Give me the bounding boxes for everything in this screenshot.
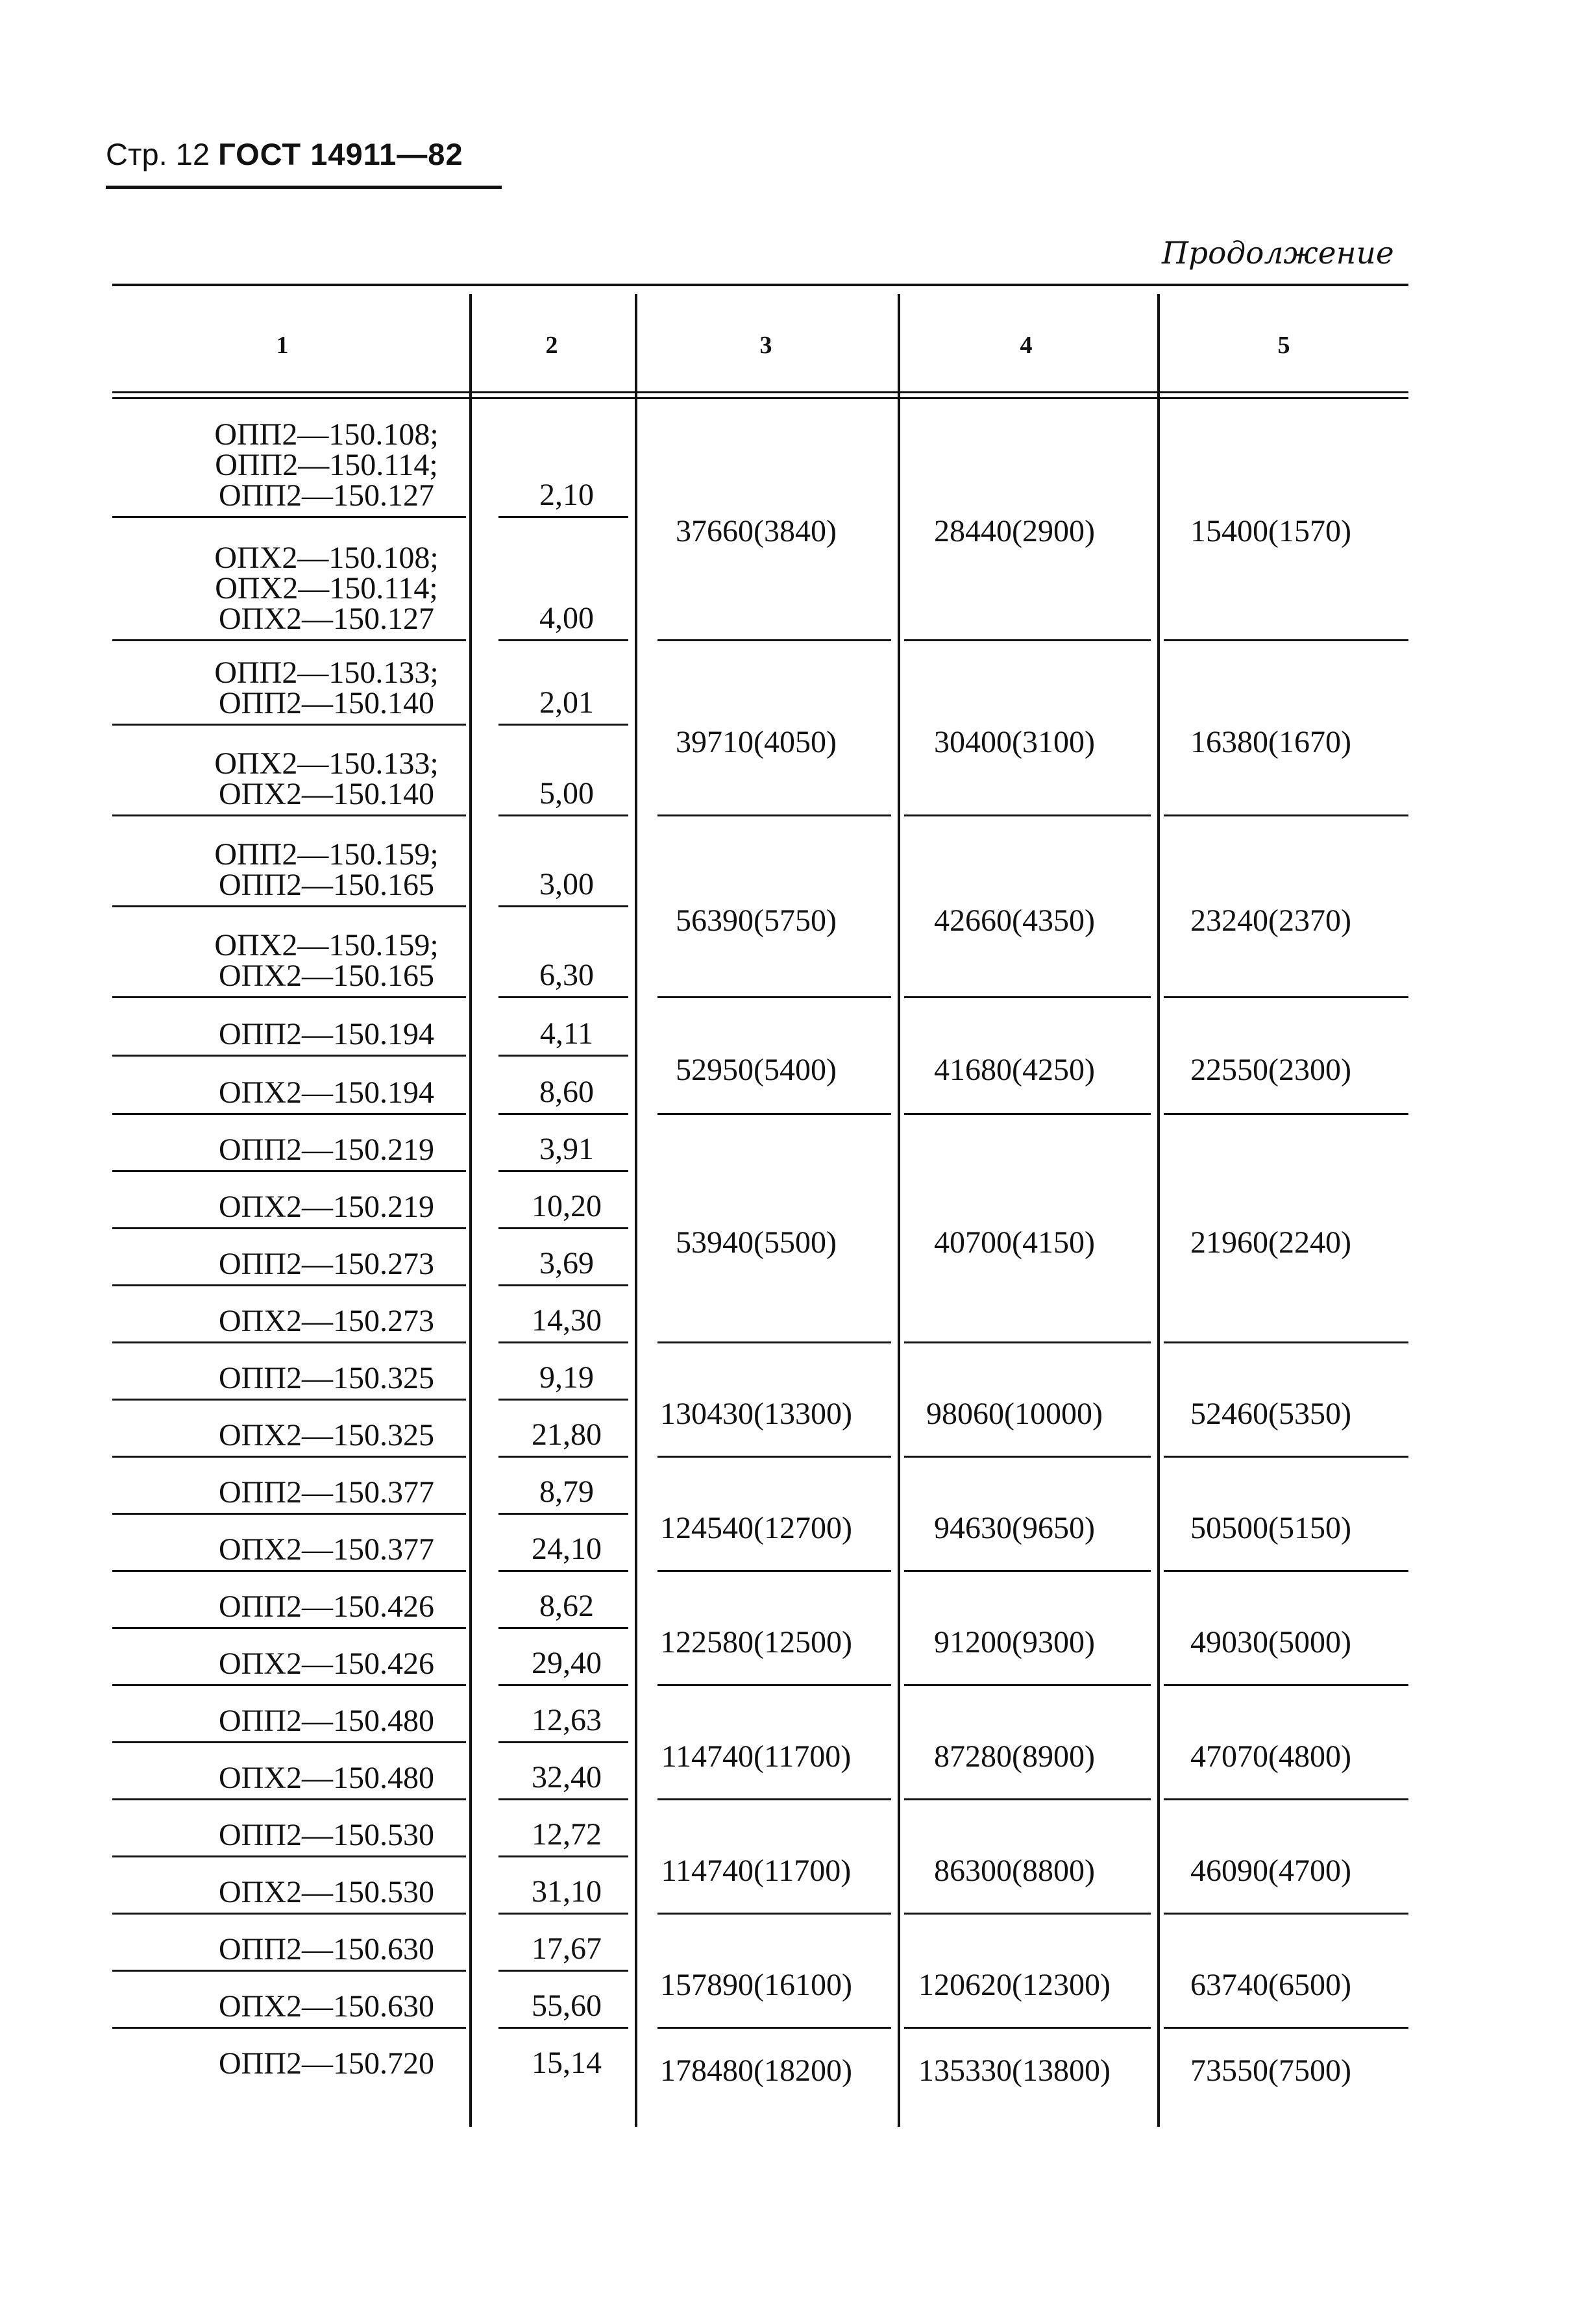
row-rule-col1 — [112, 1855, 466, 1857]
row-rule-col1 — [112, 1570, 466, 1572]
row-mass: 5,00 — [539, 776, 594, 811]
group-rule-col4 — [904, 1684, 1151, 1686]
group-rule-col4 — [904, 1456, 1151, 1458]
group-value-col4: 86300(8800) — [934, 1854, 1095, 1888]
row-rule-col2 — [498, 1055, 628, 1057]
row-mass: 12,63 — [532, 1703, 602, 1737]
row-rule-col1 — [112, 1970, 466, 1972]
row-designation — [145, 1134, 508, 1165]
row-designation — [145, 419, 508, 511]
designation-line: ОПП2—150.426 — [219, 1589, 434, 1624]
row-rule-col1 — [112, 1341, 466, 1343]
row-rule-col2 — [498, 1113, 628, 1115]
row-rule-col1 — [112, 2027, 466, 2029]
designation-line: ОПХ2—150.165 — [219, 959, 434, 993]
designation-line: ОПП2—150.165 — [219, 868, 434, 902]
row-rule-col1 — [112, 905, 466, 907]
row-designation — [145, 1077, 508, 1108]
designation-line: ОПП2—150.108; — [214, 417, 439, 452]
row-rule-col2 — [498, 1627, 628, 1629]
designation-line: ОПХ2—150.480 — [219, 1761, 434, 1795]
group-value-col5: 23240(2370) — [1190, 903, 1351, 938]
designation-line: ОПП2—150.133; — [214, 655, 439, 690]
designation-line: ОПП2—150.630 — [219, 1932, 434, 1966]
group-value-col4: 94630(9650) — [934, 1511, 1095, 1545]
group-value-col5: 46090(4700) — [1190, 1854, 1351, 1888]
group-rule-col3 — [657, 996, 891, 998]
group-rule-col5 — [1164, 1913, 1408, 1915]
designation-line: ОПП2—150.720 — [219, 2046, 434, 2081]
row-rule-col2 — [498, 1513, 628, 1515]
row-designation — [145, 1934, 508, 1965]
row-designation — [145, 1420, 508, 1451]
row-designation — [145, 748, 508, 809]
row-rule-col2 — [498, 1456, 628, 1458]
group-value-col5: 15400(1570) — [1190, 514, 1351, 548]
row-mass: 4,00 — [539, 601, 594, 635]
row-rule-col2 — [498, 1399, 628, 1401]
group-rule-col4 — [904, 1341, 1151, 1343]
row-designation — [145, 1363, 508, 1393]
row-mass: 3,00 — [539, 867, 594, 901]
row-rule-col2 — [498, 1741, 628, 1743]
row-rule-col1 — [112, 724, 466, 726]
row-rule-col1 — [112, 1741, 466, 1743]
column-divider-3 — [898, 294, 900, 2127]
row-rule-col1 — [112, 1913, 466, 1915]
column-header-5: 5 — [1277, 332, 1290, 359]
header-rule-double-2 — [112, 397, 1408, 399]
designation-line: ОПП2—150.194 — [219, 1017, 434, 1051]
designation-line: ОПХ2—150.127 — [219, 602, 434, 636]
group-value-col5: 21960(2240) — [1190, 1225, 1351, 1260]
row-rule-col1 — [112, 1284, 466, 1286]
row-rule-col2 — [498, 639, 628, 641]
group-rule-col5 — [1164, 1456, 1408, 1458]
row-rule-col1 — [112, 516, 466, 518]
group-value-col5: 47070(4800) — [1190, 1739, 1351, 1774]
row-rule-col2 — [498, 1170, 628, 1172]
row-rule-col1 — [112, 996, 466, 998]
row-rule-col1 — [112, 1456, 466, 1458]
row-rule-col1 — [112, 1627, 466, 1629]
row-rule-col2 — [498, 2027, 628, 2029]
group-value-col3: 39710(4050) — [676, 725, 837, 759]
row-rule-col2 — [498, 1341, 628, 1343]
row-designation — [145, 1763, 508, 1793]
designation-line: ОПХ2—150.140 — [219, 777, 434, 811]
group-rule-col5 — [1164, 1570, 1408, 1572]
column-divider-4 — [1157, 294, 1160, 2127]
header-rule — [106, 186, 502, 189]
designation-line: ОПХ2—150.530 — [219, 1875, 434, 1909]
group-value-col5: 63740(6500) — [1190, 1968, 1351, 2002]
group-value-col3: 130430(13300) — [660, 1397, 852, 1431]
group-rule-col4 — [904, 1913, 1151, 1915]
group-rule-col5 — [1164, 2027, 1408, 2029]
group-rule-col5 — [1164, 639, 1408, 641]
designation-line: ОПХ2—150.426 — [219, 1647, 434, 1681]
group-value-col4: 40700(4150) — [934, 1225, 1095, 1260]
specification-table — [112, 284, 1408, 2127]
designation-line: ОПП2—150.219 — [219, 1133, 434, 1167]
group-rule-col3 — [657, 1913, 891, 1915]
group-value-col3: 56390(5750) — [676, 903, 837, 938]
row-mass: 12,72 — [532, 1817, 602, 1852]
group-value-col3: 37660(3840) — [676, 514, 837, 548]
group-rule-col5 — [1164, 814, 1408, 816]
group-value-col5: 16380(1670) — [1190, 725, 1351, 759]
group-value-col3: 53940(5500) — [676, 1225, 837, 1260]
row-designation — [145, 1591, 508, 1622]
row-mass: 8,62 — [539, 1589, 594, 1623]
group-rule-col3 — [657, 1341, 891, 1343]
row-mass: 3,91 — [539, 1132, 594, 1166]
group-rule-col4 — [904, 1113, 1151, 1115]
row-rule-col1 — [112, 1513, 466, 1515]
group-rule-col3 — [657, 1798, 891, 1800]
continuation-label: Продолжение — [1162, 236, 1394, 271]
row-mass: 55,60 — [532, 1989, 602, 2023]
group-value-col4: 120620(12300) — [918, 1968, 1111, 2002]
designation-line: ОПХ2—150.219 — [219, 1190, 434, 1224]
group-rule-col3 — [657, 1570, 891, 1572]
row-rule-col2 — [498, 1970, 628, 1972]
designation-line: ОПХ2—150.108; — [214, 541, 439, 575]
group-value-col5: 22550(2300) — [1190, 1053, 1351, 1087]
row-rule-col2 — [498, 814, 628, 816]
standard-title: ГОСТ 14911—82 — [218, 137, 463, 171]
row-mass: 14,30 — [532, 1303, 602, 1338]
designation-line: ОПХ2—150.273 — [219, 1304, 434, 1338]
designation-line: ОПП2—150.377 — [219, 1475, 434, 1510]
designation-line: ОПП2—150.114; — [215, 448, 438, 482]
group-value-col3: 52950(5400) — [676, 1053, 837, 1087]
row-designation — [145, 1820, 508, 1850]
group-rule-col3 — [657, 1684, 891, 1686]
row-rule-col1 — [112, 639, 466, 641]
group-rule-col5 — [1164, 1798, 1408, 1800]
row-rule-col1 — [112, 1399, 466, 1401]
row-rule-col2 — [498, 1913, 628, 1915]
row-mass: 4,11 — [539, 1016, 594, 1051]
row-designation — [145, 1019, 508, 1049]
row-designation — [145, 1991, 508, 2022]
row-designation — [145, 1706, 508, 1736]
group-value-col4: 41680(4250) — [934, 1053, 1095, 1087]
row-rule-col1 — [112, 1798, 466, 1800]
designation-line: ОПП2—150.325 — [219, 1361, 434, 1395]
group-rule-col5 — [1164, 1113, 1408, 1115]
designation-line: ОПХ2—150.159; — [214, 928, 439, 962]
row-rule-col2 — [498, 1684, 628, 1686]
row-rule-col2 — [498, 996, 628, 998]
group-value-col3: 122580(12500) — [660, 1625, 852, 1659]
group-value-col4: 91200(9300) — [934, 1625, 1095, 1659]
page-header — [106, 136, 463, 172]
group-value-col3: 114740(11700) — [661, 1739, 852, 1774]
row-mass: 15,14 — [532, 2046, 602, 2080]
column-header-3: 3 — [759, 332, 772, 359]
row-designation — [145, 1648, 508, 1679]
designation-line: ОПХ2—150.133; — [214, 746, 439, 781]
designation-line: ОПХ2—150.114; — [215, 571, 438, 606]
row-rule-col2 — [498, 1570, 628, 1572]
group-rule-col5 — [1164, 1341, 1408, 1343]
group-rule-col4 — [904, 1798, 1151, 1800]
row-mass: 8,79 — [539, 1475, 594, 1509]
designation-line: ОПП2—150.530 — [219, 1818, 434, 1852]
row-mass: 29,40 — [532, 1646, 602, 1680]
row-rule-col1 — [112, 814, 466, 816]
group-value-col5: 73550(7500) — [1190, 2053, 1351, 2088]
group-value-col5: 50500(5150) — [1190, 1511, 1351, 1545]
row-mass: 32,40 — [532, 1760, 602, 1794]
row-mass: 21,80 — [532, 1417, 602, 1452]
designation-line: ОПП2—150.140 — [219, 686, 434, 720]
top-rule — [112, 284, 1408, 286]
group-rule-col3 — [657, 639, 891, 641]
row-mass: 2,10 — [539, 478, 594, 512]
designation-line: ОПП2—150.273 — [219, 1247, 434, 1281]
group-value-col4: 135330(13800) — [918, 2053, 1111, 2088]
column-header-2: 2 — [545, 332, 558, 359]
row-mass: 2,01 — [539, 685, 594, 720]
row-mass: 6,30 — [539, 958, 594, 992]
group-rule-col3 — [657, 814, 891, 816]
group-value-col3: 157890(16100) — [660, 1968, 852, 2002]
row-mass: 8,60 — [539, 1075, 594, 1109]
row-rule-col1 — [112, 1113, 466, 1115]
designation-line: ОПП2—150.480 — [219, 1704, 434, 1738]
page-number: Стр. 12 — [106, 137, 210, 171]
row-designation — [145, 2048, 508, 2079]
row-rule-col1 — [112, 1055, 466, 1057]
group-value-col4: 98060(10000) — [926, 1397, 1103, 1431]
row-rule-col2 — [498, 1284, 628, 1286]
designation-line: ОПП2—150.127 — [219, 478, 434, 513]
row-mass: 31,10 — [532, 1874, 602, 1909]
group-value-col4: 87280(8900) — [934, 1739, 1095, 1774]
row-rule-col1 — [112, 1170, 466, 1172]
row-mass: 17,67 — [532, 1931, 602, 1966]
group-rule-col4 — [904, 2027, 1151, 2029]
row-rule-col2 — [498, 516, 628, 518]
group-value-col4: 28440(2900) — [934, 514, 1095, 548]
row-rule-col2 — [498, 724, 628, 726]
row-rule-col1 — [112, 1684, 466, 1686]
group-rule-col4 — [904, 996, 1151, 998]
designation-line: ОПХ2—150.377 — [219, 1532, 434, 1567]
designation-line: ОПХ2—150.325 — [219, 1418, 434, 1452]
group-value-col4: 42660(4350) — [934, 903, 1095, 938]
row-rule-col2 — [498, 1227, 628, 1229]
designation-line: ОПХ2—150.194 — [219, 1075, 434, 1110]
group-rule-col4 — [904, 1570, 1151, 1572]
group-rule-col4 — [904, 814, 1151, 816]
row-designation — [145, 1249, 508, 1279]
row-designation — [145, 930, 508, 991]
group-rule-col5 — [1164, 996, 1408, 998]
group-rule-col4 — [904, 639, 1151, 641]
row-rule-col2 — [498, 905, 628, 907]
group-rule-col3 — [657, 2027, 891, 2029]
row-designation — [145, 1306, 508, 1336]
group-rule-col3 — [657, 1456, 891, 1458]
row-mass: 9,19 — [539, 1360, 594, 1395]
row-rule-col1 — [112, 1227, 466, 1229]
row-designation — [145, 657, 508, 718]
row-mass: 24,10 — [532, 1532, 602, 1566]
row-designation — [145, 1192, 508, 1222]
group-value-col3: 114740(11700) — [661, 1854, 852, 1888]
column-header-4: 4 — [1020, 332, 1033, 359]
group-rule-col5 — [1164, 1684, 1408, 1686]
row-designation — [145, 1534, 508, 1565]
designation-line: ОПП2—150.159; — [214, 837, 439, 872]
group-rule-col3 — [657, 1113, 891, 1115]
row-mass: 3,69 — [539, 1246, 594, 1280]
group-value-col3: 124540(12700) — [660, 1511, 852, 1545]
row-designation — [145, 1877, 508, 1907]
column-header-1: 1 — [276, 332, 289, 359]
group-value-col4: 30400(3100) — [934, 725, 1095, 759]
row-designation — [145, 839, 508, 900]
row-designation — [145, 543, 508, 634]
row-rule-col2 — [498, 1855, 628, 1857]
row-mass: 10,20 — [532, 1189, 602, 1223]
group-value-col5: 49030(5000) — [1190, 1625, 1351, 1659]
row-designation — [145, 1477, 508, 1508]
header-rule-double-1 — [112, 391, 1408, 393]
row-rule-col2 — [498, 1798, 628, 1800]
group-value-col3: 178480(18200) — [660, 2053, 852, 2088]
designation-line: ОПХ2—150.630 — [219, 1989, 434, 2024]
group-value-col5: 52460(5350) — [1190, 1397, 1351, 1431]
